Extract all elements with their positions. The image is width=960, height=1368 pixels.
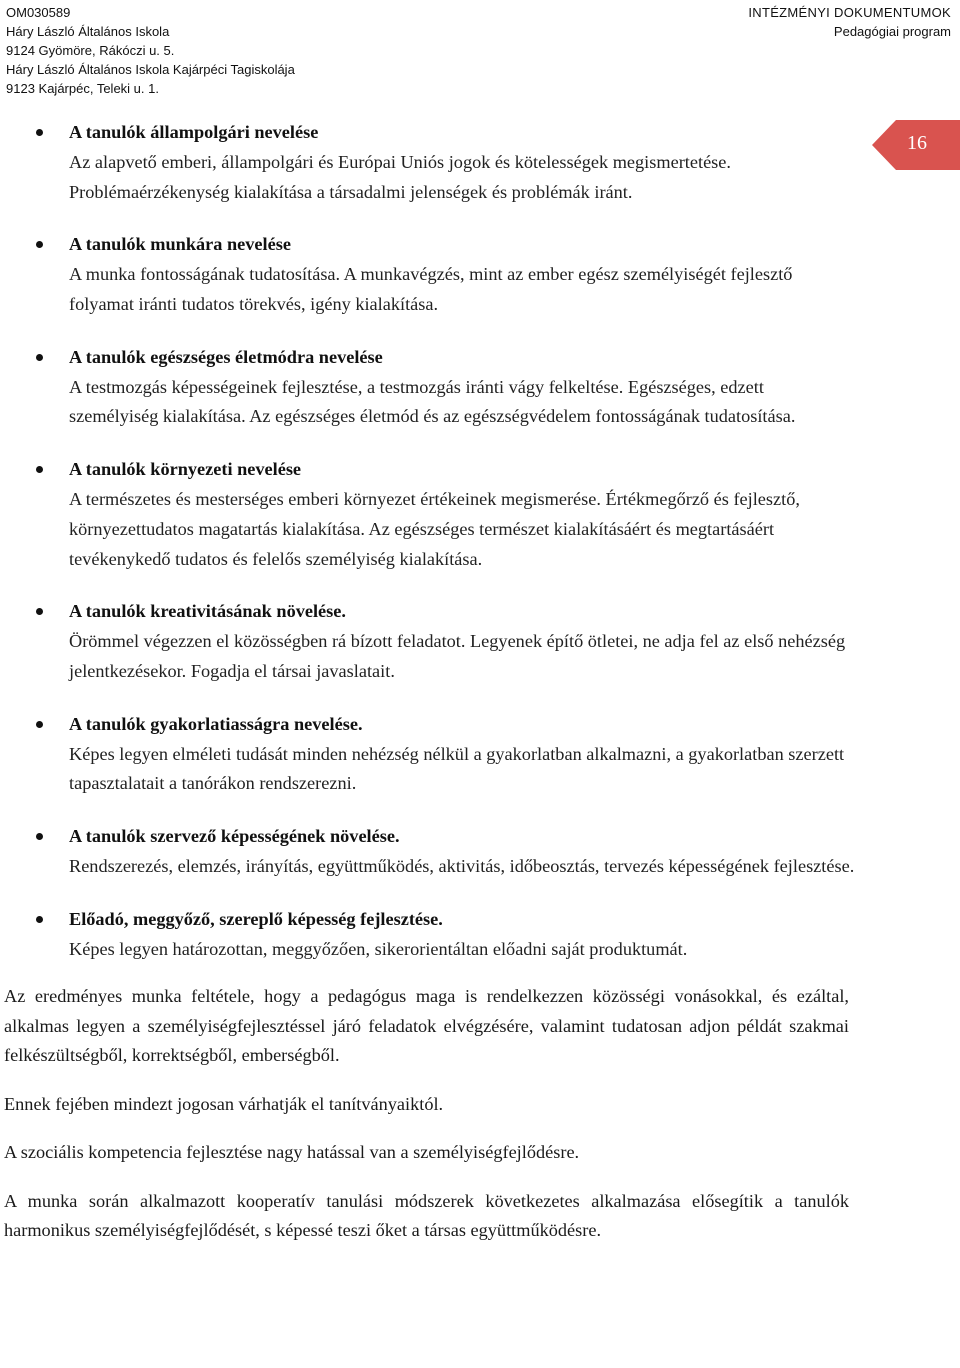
- bullet-icon: [36, 466, 43, 473]
- school-info: [6, 3, 295, 98]
- item-body: Az alapvető emberi, állampolgári és Európai Uniós jogok és kötelességek megismertetése. Problémaérzékenység kialakítása a társadalmi jelenségek és problémák iránt.: [69, 151, 731, 202]
- paragraph: Ennek fejében mindezt jogosan várhatják el tanítványaiktól.: [4, 1093, 444, 1114]
- list-item: [0, 118, 749, 207]
- item-body: A természetes és mesterséges emberi környezet értékeinek megismerése. Értékmegőrző és fejlesztő, környezettudatos magatartás kialakítása. Az egészséges természet kialakításáért és megtartásáért tevékenykedő tudatos és felelős személyiség kialakítása.: [69, 488, 800, 569]
- item-title: A tanulók egészséges életmódra nevelése: [69, 346, 383, 367]
- list-item: [0, 230, 829, 319]
- item-body: A munka fontosságának tudatosítása. A munkavégzés, mint az ember egész személyiségét fejlesztő folyamat iránti tudatos törekvés, igény kialakítása.: [69, 264, 793, 314]
- page-number: 16: [907, 132, 927, 154]
- item-title: A tanulók környezeti nevelése: [69, 459, 302, 480]
- item-body: Örömmel végezzen el közösségben rá bízott feladatot. Legyenek építő ötletei, ne adja fel az első nehézség jelentkezésekor. Fogadja el társai javaslatait.: [69, 631, 846, 681]
- document-category: INTÉZMÉNYI DOKUMENTUMOK: [748, 5, 951, 20]
- bullet-icon: [36, 833, 43, 840]
- paragraph: Az eredményes munka feltétele, hogy a pedagógus maga is rendelkezzen közösségi vonásokkal, és ezáltal, alkalmas legyen a személyiségfejlesztéssel járó feladatok elvégzésére, valamint tudatosan adjon példát szakmai felkészültségből, korrektségből, emberségből.: [4, 986, 849, 1066]
- school-address: 9124 Gyömöre, Rákóczi u. 5.: [6, 43, 175, 58]
- list-item: [0, 597, 869, 686]
- bullet-icon: [36, 241, 43, 248]
- paragraph: A munka során alkalmazott kooperatív tanulási módszerek következetes alkalmazása elősegítik a tanulók harmonikus személyiségfejlődését, s képessé teszi őket a társas együttműködésre.: [4, 1190, 849, 1241]
- item-body: Rendszerezés, elemzés, irányítás, együttműködés, aktivitás, időbeosztás, tervezés képességének fejlesztése.: [69, 855, 855, 876]
- item-title: A tanulók gyakorlatiasságra nevelése.: [69, 713, 363, 734]
- item-body: A testmozgás képességeinek fejlesztése, a testmozgás iránti vágy felkeltése. Egészséges, edzett személyiség kialakítása. Az egészséges életmód és az egészségvédelem fontosságának tudatosítása.: [69, 376, 796, 427]
- bullet-icon: [36, 721, 43, 728]
- document-title: Pedagógiai program: [833, 24, 951, 39]
- bullet-icon: [36, 129, 43, 136]
- item-body: Képes legyen elméleti tudását minden nehézség nélkül a gyakorlatban alkalmazni, a gyakorlatban szerzett tapasztalatait a tanórákon rendszerezni.: [69, 743, 845, 794]
- item-title: A tanulók szervező képességének növelése.: [69, 826, 400, 847]
- list-item: [0, 905, 869, 965]
- document-info: [748, 3, 951, 41]
- list-item: [0, 822, 869, 882]
- school-name: Háry László Általános Iskola: [6, 24, 170, 39]
- paragraph: A szociális kompetencia fejlesztése nagy hatással van a személyiségfejlődésre.: [4, 1142, 580, 1163]
- bullet-icon: [36, 608, 43, 615]
- item-title: A tanulók állampolgári nevelése: [69, 122, 319, 142]
- bullet-icon: [36, 916, 43, 923]
- item-title: A tanulók kreativitásának növelése.: [69, 601, 346, 622]
- list-item: [0, 455, 869, 574]
- list-item: [0, 710, 869, 799]
- branch-name: Háry László Általános Iskola Kajárpéci Tagiskolája: [6, 62, 295, 77]
- item-title: A tanulók munkára nevelése: [69, 234, 291, 255]
- item-title: Előadó, meggyőző, szereplő képesség fejlesztése.: [69, 908, 443, 929]
- branch-address: 9123 Kajárpéc, Teleki u. 1.: [6, 81, 159, 96]
- item-body: Képes legyen határozottan, meggyőzően, sikerorientáltan előadni saját produktumát.: [69, 938, 688, 959]
- om-code: OM030589: [6, 5, 71, 20]
- page-header: [0, 0, 960, 96]
- document-body: [0, 118, 960, 1246]
- bullet-icon: [36, 354, 43, 361]
- list-item: [0, 343, 829, 432]
